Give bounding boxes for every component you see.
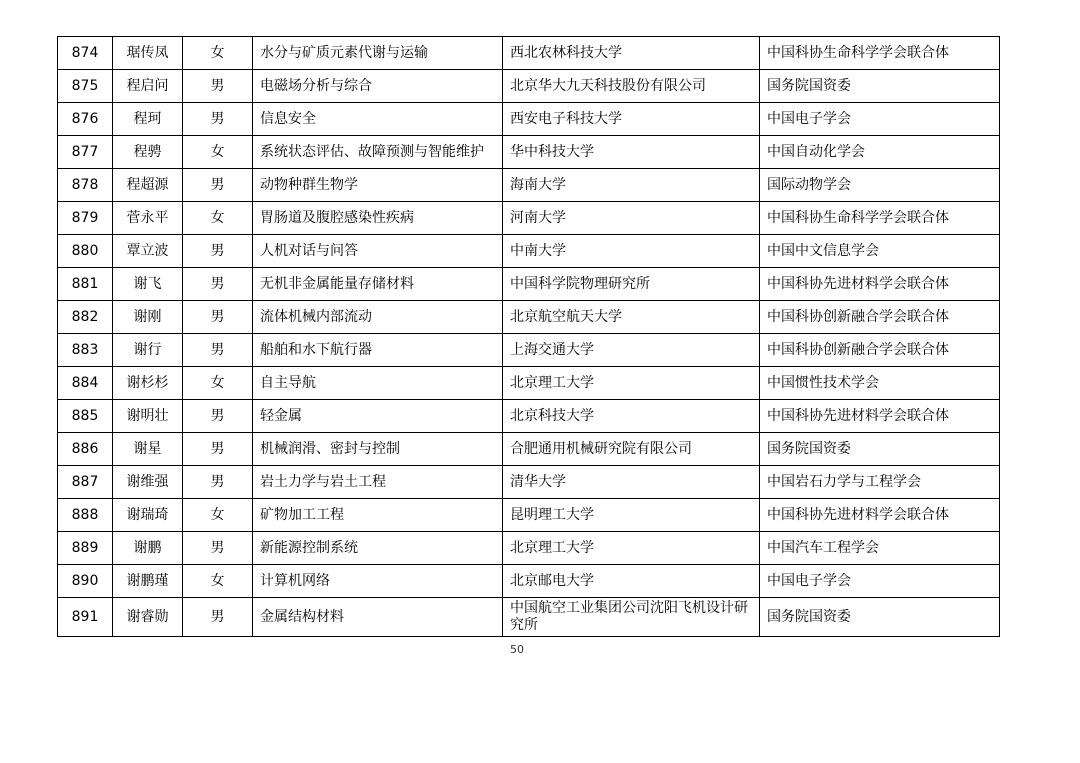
recommending-body: 中国电子学会 xyxy=(760,565,1000,598)
organization: 昆明理工大学 xyxy=(503,499,760,532)
organization: 北京理工大学 xyxy=(503,367,760,400)
person-name: 谢瑞琦 xyxy=(113,499,183,532)
row-number: 876 xyxy=(58,103,113,136)
organization: 北京理工大学 xyxy=(503,532,760,565)
research-field: 船舶和水下航行器 xyxy=(253,334,503,367)
row-number: 874 xyxy=(58,37,113,70)
row-number: 891 xyxy=(58,598,113,637)
research-field: 轻金属 xyxy=(253,400,503,433)
gender: 男 xyxy=(183,466,253,499)
organization: 北京华大九天科技股份有限公司 xyxy=(503,70,760,103)
gender: 男 xyxy=(183,400,253,433)
gender: 男 xyxy=(183,532,253,565)
table-row xyxy=(58,433,1000,466)
gender: 男 xyxy=(183,103,253,136)
person-name: 谢明壮 xyxy=(113,400,183,433)
recommending-body: 中国中文信息学会 xyxy=(760,235,1000,268)
recommending-body: 中国惯性技术学会 xyxy=(760,367,1000,400)
person-name: 谢杉杉 xyxy=(113,367,183,400)
row-number: 882 xyxy=(58,301,113,334)
table-row xyxy=(58,367,1000,400)
recommending-body: 中国科协先进材料学会联合体 xyxy=(760,400,1000,433)
organization: 中国航空工业集团公司沈阳飞机设计研究所 xyxy=(503,598,760,637)
gender: 女 xyxy=(183,202,253,235)
research-field: 计算机网络 xyxy=(253,565,503,598)
research-field: 金属结构材料 xyxy=(253,598,503,637)
row-number: 878 xyxy=(58,169,113,202)
recommending-body: 中国科协创新融合学会联合体 xyxy=(760,334,1000,367)
table-row xyxy=(58,466,1000,499)
recommending-body: 国务院国资委 xyxy=(760,70,1000,103)
research-field: 胃肠道及腹腔感染性疾病 xyxy=(253,202,503,235)
gender: 男 xyxy=(183,268,253,301)
person-name: 程启问 xyxy=(113,70,183,103)
roster-table xyxy=(57,36,1000,637)
table-row xyxy=(58,136,1000,169)
gender: 女 xyxy=(183,136,253,169)
research-field: 矿物加工工程 xyxy=(253,499,503,532)
person-name: 谢飞 xyxy=(113,268,183,301)
organization: 西安电子科技大学 xyxy=(503,103,760,136)
recommending-body: 中国汽车工程学会 xyxy=(760,532,1000,565)
person-name: 菅永平 xyxy=(113,202,183,235)
recommending-body: 中国科协创新融合学会联合体 xyxy=(760,301,1000,334)
row-number: 879 xyxy=(58,202,113,235)
table-row xyxy=(58,37,1000,70)
research-field: 信息安全 xyxy=(253,103,503,136)
recommending-body: 中国科协先进材料学会联合体 xyxy=(760,499,1000,532)
gender: 男 xyxy=(183,169,253,202)
gender: 男 xyxy=(183,70,253,103)
row-number: 885 xyxy=(58,400,113,433)
research-field: 新能源控制系统 xyxy=(253,532,503,565)
gender: 男 xyxy=(183,433,253,466)
person-name: 谢星 xyxy=(113,433,183,466)
research-field: 人机对话与问答 xyxy=(253,235,503,268)
gender: 男 xyxy=(183,301,253,334)
recommending-body: 中国科协生命科学学会联合体 xyxy=(760,37,1000,70)
gender: 女 xyxy=(183,37,253,70)
person-name: 程珂 xyxy=(113,103,183,136)
row-number: 875 xyxy=(58,70,113,103)
research-field: 电磁场分析与综合 xyxy=(253,70,503,103)
person-name: 谢维强 xyxy=(113,466,183,499)
research-field: 系统状态评估、故障预测与智能维护 xyxy=(253,136,503,169)
person-name: 谢鹏瑾 xyxy=(113,565,183,598)
recommending-body: 中国岩石力学与工程学会 xyxy=(760,466,1000,499)
recommending-body: 中国科协生命科学学会联合体 xyxy=(760,202,1000,235)
person-name: 谢睿勋 xyxy=(113,598,183,637)
row-number: 889 xyxy=(58,532,113,565)
row-number: 890 xyxy=(58,565,113,598)
research-field: 无机非金属能量存储材料 xyxy=(253,268,503,301)
row-number: 884 xyxy=(58,367,113,400)
recommending-body: 中国电子学会 xyxy=(760,103,1000,136)
roster-table-body xyxy=(58,37,1000,637)
research-field: 动物种群生物学 xyxy=(253,169,503,202)
gender: 男 xyxy=(183,598,253,637)
table-row xyxy=(58,70,1000,103)
recommending-body: 国务院国资委 xyxy=(760,433,1000,466)
organization: 华中科技大学 xyxy=(503,136,760,169)
organization: 北京航空航天大学 xyxy=(503,301,760,334)
gender: 男 xyxy=(183,235,253,268)
organization: 北京科技大学 xyxy=(503,400,760,433)
table-row xyxy=(58,235,1000,268)
recommending-body: 国际动物学会 xyxy=(760,169,1000,202)
table-row xyxy=(58,499,1000,532)
organization: 西北农林科技大学 xyxy=(503,37,760,70)
research-field: 水分与矿质元素代谢与运输 xyxy=(253,37,503,70)
person-name: 琚传凤 xyxy=(113,37,183,70)
row-number: 887 xyxy=(58,466,113,499)
row-number: 881 xyxy=(58,268,113,301)
table-row xyxy=(58,400,1000,433)
organization: 合肥通用机械研究院有限公司 xyxy=(503,433,760,466)
research-field: 岩土力学与岩土工程 xyxy=(253,466,503,499)
row-number: 877 xyxy=(58,136,113,169)
page-number: 50 xyxy=(510,643,524,656)
organization: 上海交通大学 xyxy=(503,334,760,367)
recommending-body: 中国自动化学会 xyxy=(760,136,1000,169)
research-field: 流体机械内部流动 xyxy=(253,301,503,334)
table-row xyxy=(58,334,1000,367)
research-field: 机械润滑、密封与控制 xyxy=(253,433,503,466)
organization: 北京邮电大学 xyxy=(503,565,760,598)
organization: 中南大学 xyxy=(503,235,760,268)
person-name: 程超源 xyxy=(113,169,183,202)
table-row xyxy=(58,169,1000,202)
organization: 中国科学院物理研究所 xyxy=(503,268,760,301)
row-number: 888 xyxy=(58,499,113,532)
table-row xyxy=(58,202,1000,235)
table-row xyxy=(58,301,1000,334)
organization: 清华大学 xyxy=(503,466,760,499)
gender: 男 xyxy=(183,334,253,367)
recommending-body: 中国科协先进材料学会联合体 xyxy=(760,268,1000,301)
person-name: 谢鹏 xyxy=(113,532,183,565)
gender: 女 xyxy=(183,565,253,598)
person-name: 程骋 xyxy=(113,136,183,169)
gender: 女 xyxy=(183,367,253,400)
person-name: 谢刚 xyxy=(113,301,183,334)
row-number: 883 xyxy=(58,334,113,367)
table-row xyxy=(58,565,1000,598)
organization: 河南大学 xyxy=(503,202,760,235)
recommending-body: 国务院国资委 xyxy=(760,598,1000,637)
organization: 海南大学 xyxy=(503,169,760,202)
row-number: 880 xyxy=(58,235,113,268)
table-row xyxy=(58,103,1000,136)
gender: 女 xyxy=(183,499,253,532)
research-field: 自主导航 xyxy=(253,367,503,400)
table-row xyxy=(58,598,1000,637)
person-name: 谢行 xyxy=(113,334,183,367)
person-name: 覃立波 xyxy=(113,235,183,268)
table-row xyxy=(58,268,1000,301)
row-number: 886 xyxy=(58,433,113,466)
table-row xyxy=(58,532,1000,565)
